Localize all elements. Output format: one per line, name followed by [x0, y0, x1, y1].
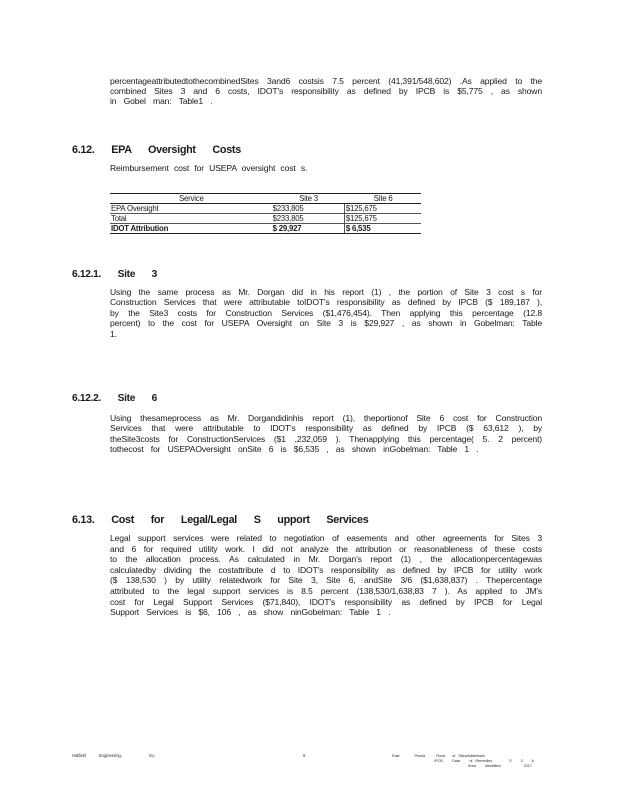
footer-word: of [469, 758, 473, 764]
table-cell: $ 6,535 [344, 224, 421, 234]
site6-paragraph: Using thesameprocess as Mr. Dorgandidinhis report (1), theportionof Site 6 cost for Construction Services that were attributable to IDOT's responsibility as defined by IPCB ($ 63,612 ), by theSite3costs for ConstructionServices ($1 ,232,059 ). Thenapplying this percentage( 5. 2 percent) tothecost for USEPAOversight onSite 6 is $6,535 , as shown inGobelman: Table 1 . [110, 413, 542, 455]
table-header-site3: Site 3 [272, 194, 345, 204]
footer-company-word: Hatfield [72, 753, 86, 758]
table-cell: Total [110, 214, 272, 224]
table-cell: $125,675 [344, 214, 421, 224]
table-row [110, 214, 421, 224]
footer-project-info [392, 753, 534, 769]
footer-word: Flood [436, 753, 446, 758]
table-cell: $233,805 [272, 204, 345, 214]
footer-company-word: Inc. [148, 753, 156, 758]
table-header-site6: Site 6 [344, 194, 421, 204]
intro-paragraph: percentageattributedtothecombinedSites 3and6 costsis 7.5 percent (41,391/548,602) .As applied to the combined Sites 3 and 6 costs, IDOT's responsibility as defined by IPCB is $5,775 , as shown in Gobel man: Table1 . [110, 75, 542, 107]
footer-company [72, 753, 155, 758]
table-cell: $ 29,927 [272, 224, 345, 234]
section-heading-site3: 6.12.1. Site 3 [72, 269, 157, 280]
footer-word: Case [451, 758, 461, 764]
footer-line-3 [468, 763, 534, 768]
footer-word: 3 [520, 758, 523, 764]
footer-word: Remedies [475, 758, 493, 764]
table-row [110, 204, 421, 214]
footer-word: 6 [531, 758, 534, 764]
table-cell: IDOT Attribution [110, 224, 272, 234]
section-heading-epa-oversight: 6.12. EPA Oversight Costs [72, 144, 241, 156]
site3-paragraph: Using the same process as Mr. Dorgan did in his report (1) , the portion of Site 3 cost s for Construction Services that were attributable toIDOT's responsibility as defined by IPCB ($ 189,187 ), by the Site3 costs for Construction Services ($1,476,454). Then applying this percentage (12.8 percent) to the cost for USEPA Oversight on Site 3 is $29,927 , as shown in Gobelman: Table 1. [110, 287, 542, 339]
footer-word: Identifiers [484, 763, 501, 769]
footer-word: IPCB [434, 758, 443, 764]
page-number: 6 [303, 753, 306, 758]
footer-word: 2017 [523, 763, 532, 769]
section-heading-legal: 6.13. Cost for Legal/Legal S upport Services [72, 514, 369, 526]
table-cell: EPA Oversight [110, 204, 272, 214]
cost-table [110, 193, 421, 234]
section-heading-site6: 6.12.2. Site 6 [72, 393, 157, 404]
footer-company-word: Engineering, [98, 753, 122, 758]
footer-word: Sites/Addresses [458, 753, 485, 758]
table-row [110, 224, 421, 234]
table-cell: $233,805 [272, 214, 345, 224]
footer-word: S [509, 758, 512, 764]
footer-word: Peoria [414, 753, 426, 758]
footer-word: East [392, 753, 400, 758]
table-header-service: Service [110, 194, 272, 204]
footer-word: of [452, 753, 456, 758]
epa-caption: Reimbursement cost for USEPA oversight cost s. [110, 163, 308, 173]
table-header-row [110, 194, 421, 204]
table-cell: $125,675 [344, 204, 421, 214]
footer-word: Area [468, 763, 476, 769]
legal-paragraph: Legal support services were related to negotiation of easements and other agreements for Sites 3 and 6 for required utility work. I did not analyze the attribution or reasonableness of these costs to the allocation process. As calculated in Mr. Dorgan's report (1) , the allocationpercentagewas calculatedby dividing the costattribute d to IDOT's responsibility as defined by IPCB for utility work ($ 138,530 ) by utility relatedwork for Site 3, Site 6, andSite 3/6 ($1,638,837) . Thepercentage attributed to the legal support services is 8.5 percent (138,530/1,638,83 7 ). As applied to JM's cost for Legal Support Services ($71,840), IDOT's responsibility as defined by IPCB for Legal Support Services is $6, 106 , as show ninGobelman: Table 1 . [110, 533, 542, 618]
